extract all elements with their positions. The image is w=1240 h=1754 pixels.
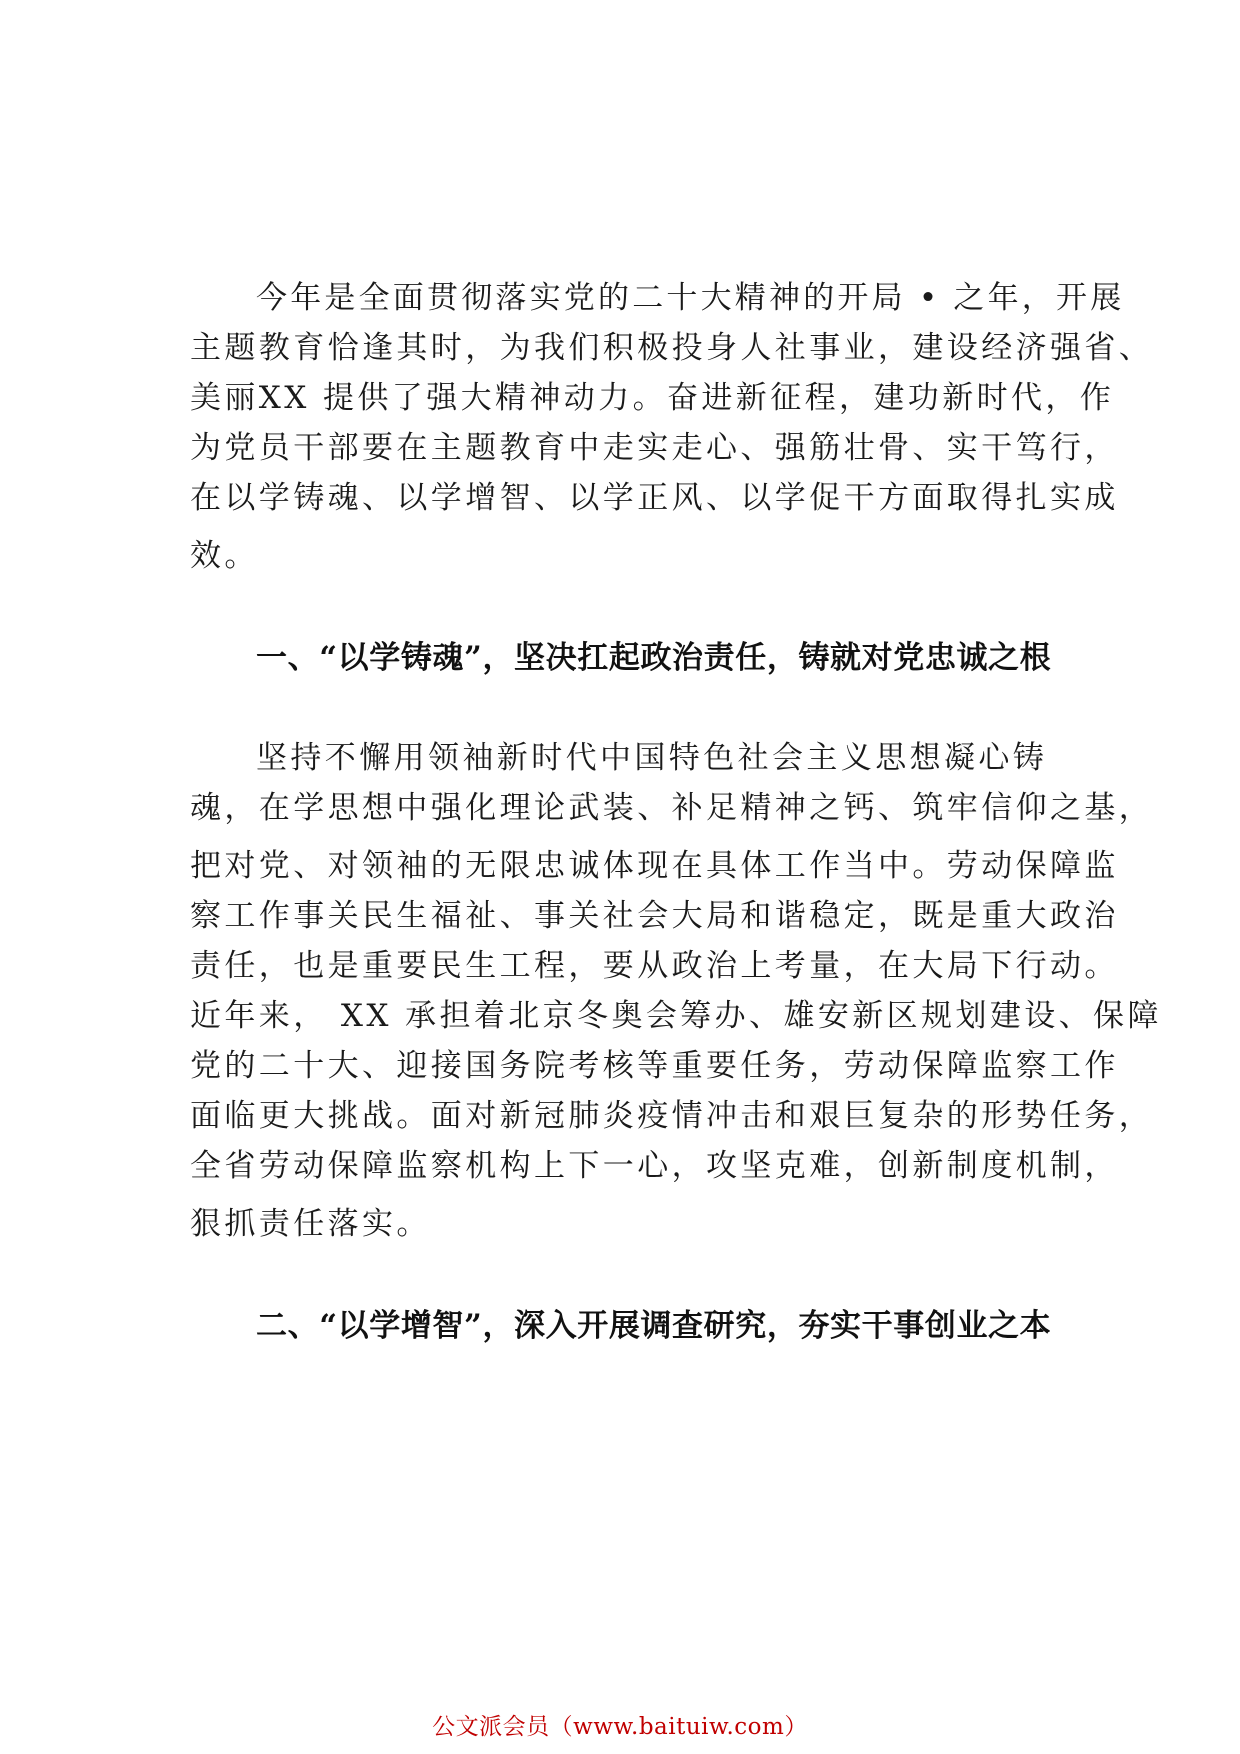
paragraph-line: 面临更大挑战。面对新冠肺炎疫情冲击和艰巨复杂的形势任务，: [190, 1098, 1154, 1134]
paragraph-line: 为党员干部要在主题教育中走实走心、强筋壮骨、实干笃行，: [190, 430, 1119, 466]
section-heading-1: 一、“以学铸魂”，坚决扛起政治责任，铸就对党忠诚之根: [256, 640, 1052, 676]
paragraph-line: 美丽XX 提供了强大精神动力。奋进新征程，建功新时代，作: [190, 380, 1115, 416]
paragraph-line: 主题教育恰逢其时，为我们积极投身人社事业，建设经济强省、: [190, 330, 1154, 366]
paragraph-line: 今年是全面贯彻落实党的二十大精神的开局 • 之年，开展: [256, 280, 1125, 316]
paragraph-line: 狠抓责任落实。: [190, 1206, 431, 1242]
paragraph-line: 近年来， XX 承担着北京冬奥会筹办、雄安新区规划建设、保障: [190, 998, 1162, 1034]
section-heading-2: 二、“以学增智”，深入开展调查研究，夯实干事创业之本: [256, 1308, 1052, 1344]
paragraph-line: 坚持不懈用领袖新时代中国特色社会主义思想凝心铸: [256, 740, 1048, 776]
paragraph-line: 在以学铸魂、以学增智、以学正风、以学促干方面取得扎实成: [190, 480, 1119, 516]
paragraph-line: 全省劳动保障监察机构上下一心，攻坚克难，创新制度机制，: [190, 1148, 1119, 1184]
paragraph-line: 魂，在学思想中强化理论武装、补足精神之钙、筑牢信仰之基，: [190, 790, 1154, 826]
footer-source-text: 公文派会员（www.baituiw.com）: [432, 1714, 808, 1740]
paragraph-line: 党的二十大、迎接国务院考核等重要任务，劳动保障监察工作: [190, 1048, 1119, 1084]
paragraph-line: 把对党、对领袖的无限忠诚体现在具体工作当中。劳动保障监: [190, 848, 1119, 884]
paragraph-line: 察工作事关民生福祉、事关社会大局和谐稳定，既是重大政治: [190, 898, 1119, 934]
paragraph-line: 效。: [190, 538, 259, 574]
paragraph-line: 责任，也是重要民生工程，要从政治上考量，在大局下行动。: [190, 948, 1119, 984]
